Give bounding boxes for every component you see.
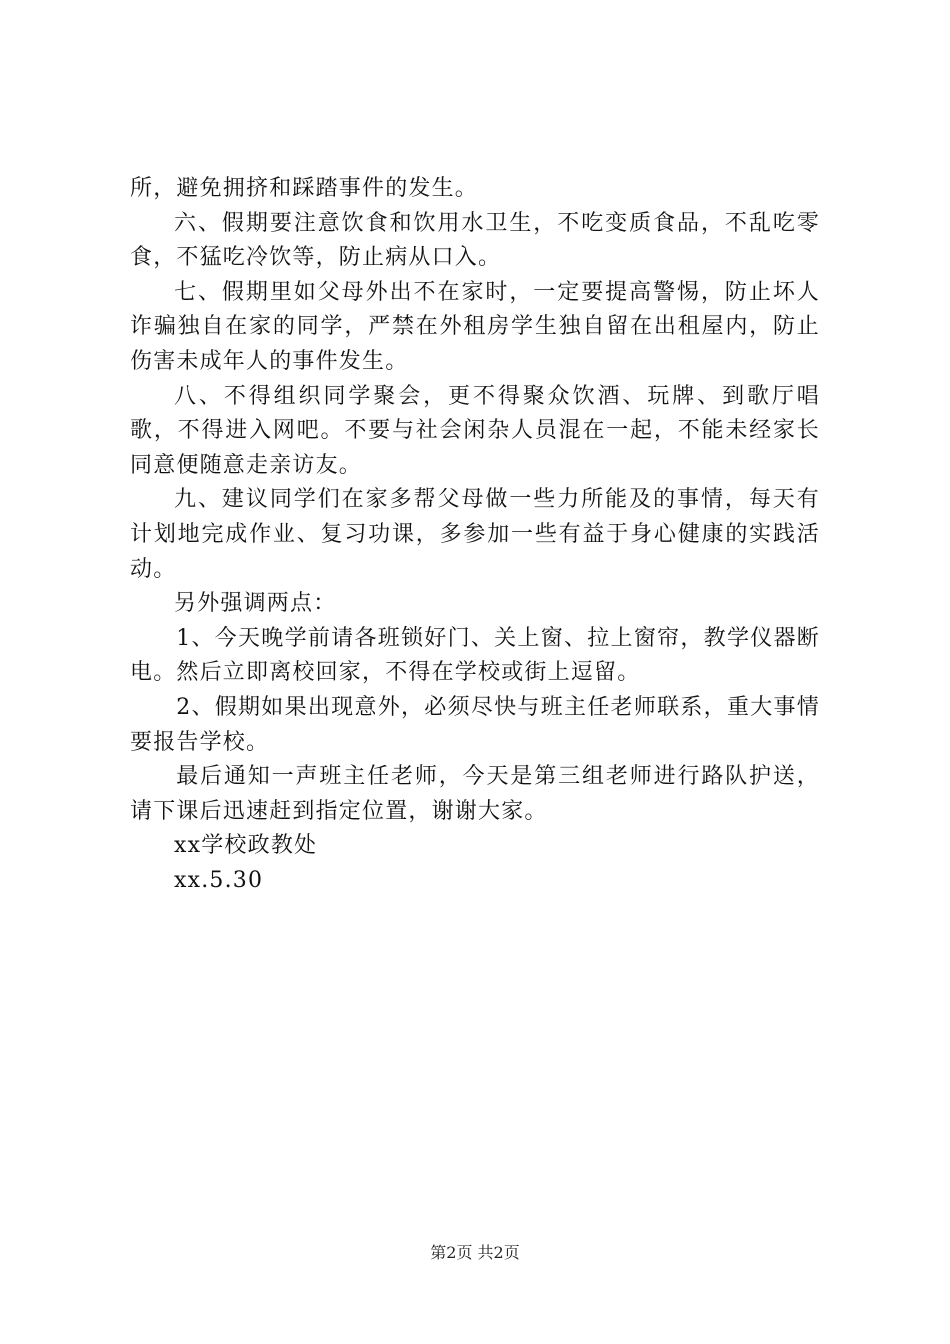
paragraph-point-1: 1、今天晚学前请各班锁好门、关上窗、拉上窗帘，教学仪器断电。然后立即离校回家，不得在学校或街上逗留。 xyxy=(130,625,820,686)
paragraph-item-8: 八、不得组织同学聚会，更不得聚众饮酒、玩牌、到歌厅唱歌，不得进入网吧。不要与社会闲杂人员混在一起，不能未经家长同意便随意走亲访友。 xyxy=(130,383,820,478)
document-body xyxy=(130,172,820,898)
paragraph-point-2: 2、假期如果出现意外，必须尽快与班主任老师联系，重大事情要报告学校。 xyxy=(130,694,820,755)
paragraph-emphasis-intro: 另外强调两点： xyxy=(174,591,337,617)
signature-date: xx.5.30 xyxy=(174,867,264,893)
paragraph-item-7: 七、假期里如父母外出不在家时，一定要提高警惕，防止坏人诈骗独自在家的同学，严禁在外租房学生独自留在出租屋内，防止伤害未成年人的事件发生。 xyxy=(130,279,820,374)
page-footer: 第2页 共2页 xyxy=(430,1243,520,1262)
paragraph-item-6: 六、假期要注意饮食和饮用水卫生，不吃变质食品，不乱吃零食，不猛吃冷饮等，防止病从口入。 xyxy=(130,210,820,271)
paragraph-closing-notice: 最后通知一声班主任老师，今天是第三组老师进行路队护送，请下课后迅速赶到指定位置，谢谢大家。 xyxy=(130,764,820,824)
paragraph-continuation: 所，避免拥挤和踩踏事件的发生。 xyxy=(130,176,479,201)
signature-org: xx学校政教处 xyxy=(174,833,318,859)
paragraph-item-9: 九、建议同学们在家多帮父母做一些力所能及的事情，每天有计划地完成作业、复习功课，多参加一些有益于身心健康的实践活动。 xyxy=(130,487,820,582)
